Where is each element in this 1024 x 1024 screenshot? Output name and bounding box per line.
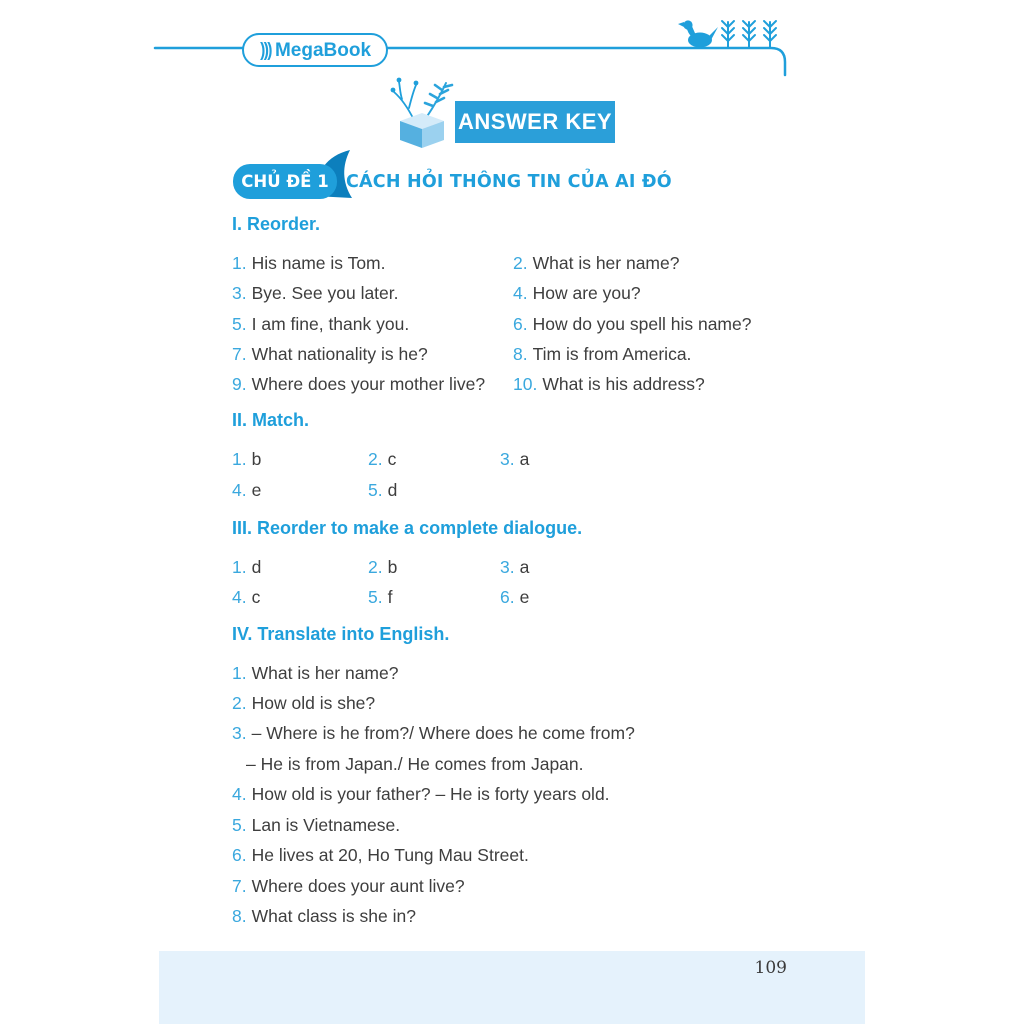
answer-item xyxy=(232,901,860,931)
answer-number: 7. xyxy=(232,343,247,364)
answer-number: 10. xyxy=(513,374,538,395)
answer-key-banner xyxy=(455,101,615,143)
answer-item xyxy=(500,444,860,474)
answer-text: Tim is from America. xyxy=(532,343,692,364)
answer-text: Bye. See you later. xyxy=(251,283,399,304)
answer-item xyxy=(513,339,860,369)
answer-item xyxy=(513,369,860,399)
answer-item xyxy=(232,810,860,840)
answer-text: a xyxy=(519,449,530,470)
answer-text: e xyxy=(251,479,262,500)
answer-text: How old is your father? – He is forty years old. xyxy=(251,784,610,805)
duck-icon xyxy=(678,20,718,48)
section-4-answers xyxy=(232,658,860,932)
section-heading: II. Match. xyxy=(232,410,310,431)
logo-marks-icon: ))) xyxy=(260,39,271,61)
answer-text: e xyxy=(519,587,530,608)
answer-number: 2. xyxy=(368,449,383,470)
answer-number: 6. xyxy=(232,845,247,866)
wheat-icons xyxy=(722,21,776,47)
answer-text: b xyxy=(387,557,398,578)
answer-number: 8. xyxy=(232,905,247,926)
answer-number: 3. xyxy=(500,557,515,578)
footer-band xyxy=(159,951,865,1024)
answer-number: 4. xyxy=(232,479,247,500)
answer-number: 9. xyxy=(232,374,247,395)
answer-item xyxy=(500,582,860,612)
answer-text: He lives at 20, Ho Tung Mau Street. xyxy=(251,845,529,866)
topic-badge-label: CHỦ ĐỀ 1 xyxy=(241,172,329,191)
answer-number: 4. xyxy=(513,283,528,304)
answer-number: 6. xyxy=(513,313,528,334)
answer-item xyxy=(232,718,860,748)
answer-item xyxy=(232,369,513,399)
answer-number: 5. xyxy=(232,313,247,334)
answer-item xyxy=(232,475,368,505)
section-heading: IV. Translate into English. xyxy=(232,623,450,644)
page-number: 109 xyxy=(754,958,787,978)
topic-badge xyxy=(233,164,337,199)
answer-number: 1. xyxy=(232,557,247,578)
answer-text: How do you spell his name? xyxy=(532,313,752,334)
answer-item xyxy=(368,444,500,474)
answer-text: – Where is he from?/ Where does he come from? xyxy=(251,723,635,744)
answer-item xyxy=(232,339,513,369)
answer-item xyxy=(513,248,860,278)
answer-number: 6. xyxy=(500,587,515,608)
answer-item xyxy=(232,840,860,870)
answer-text: d xyxy=(251,557,262,578)
answer-text: a xyxy=(519,557,530,578)
answer-text: Where does your aunt live? xyxy=(251,875,465,896)
answer-number: 8. xyxy=(513,343,528,364)
answer-number: 5. xyxy=(368,587,383,608)
answer-key-title: ANSWER KEY xyxy=(457,109,613,134)
answer-text: c xyxy=(387,449,397,470)
wheat-icon xyxy=(764,21,776,47)
answer-item xyxy=(500,552,860,582)
answer-item xyxy=(232,278,513,308)
answer-number: 2. xyxy=(232,693,247,714)
answer-item xyxy=(513,309,860,339)
answer-number: 1. xyxy=(232,662,247,683)
wheat-icon xyxy=(743,21,755,47)
answer-number: 4. xyxy=(232,587,247,608)
answer-number: 2. xyxy=(513,253,528,273)
answer-number: 3. xyxy=(500,449,515,470)
answer-continuation: – He is from Japan./ He comes from Japan. xyxy=(246,753,584,774)
answer-number: 3. xyxy=(232,723,247,744)
wheat-icon xyxy=(722,21,734,47)
answer-item xyxy=(232,444,368,474)
answer-text: How old is she? xyxy=(251,693,376,714)
answer-item xyxy=(232,248,513,278)
answer-item xyxy=(232,552,368,582)
answer-number: 4. xyxy=(232,784,247,805)
answer-number: 1. xyxy=(232,449,247,470)
section-2-answers xyxy=(232,444,860,505)
answer-text: f xyxy=(387,587,393,608)
topic-heading: CÁCH HỎI THÔNG TIN CỦA AI ĐÓ xyxy=(346,172,672,192)
answer-item xyxy=(232,582,368,612)
answer-text: How are you? xyxy=(532,283,641,304)
answer-text: b xyxy=(251,449,262,470)
answer-number: 5. xyxy=(368,479,383,500)
answer-content xyxy=(232,213,860,931)
answer-item xyxy=(232,688,860,718)
section-1-answers xyxy=(232,248,860,399)
answer-item xyxy=(232,309,513,339)
answer-item xyxy=(513,278,860,308)
answer-text: What is her name? xyxy=(251,662,399,683)
answer-text: What is her name? xyxy=(532,253,680,273)
answer-number: 5. xyxy=(232,814,247,835)
answer-number: 1. xyxy=(232,253,247,273)
answer-number: 7. xyxy=(232,875,247,896)
section-3-answers xyxy=(232,552,860,613)
answer-text: c xyxy=(251,587,261,608)
answer-text: Where does your mother live? xyxy=(251,374,486,395)
answer-item xyxy=(368,552,500,582)
answer-number: 3. xyxy=(232,283,247,304)
answer-text: Lan is Vietnamese. xyxy=(251,814,401,835)
answer-text: d xyxy=(387,479,398,500)
answer-text: I am fine, thank you. xyxy=(251,313,410,334)
answer-text: What class is she in? xyxy=(251,905,416,926)
section-heading: I. Reorder. xyxy=(232,214,321,234)
logo-text: MegaBook xyxy=(274,39,372,61)
answer-text: What is his address? xyxy=(542,374,705,395)
answer-item xyxy=(232,658,860,688)
answer-item xyxy=(232,871,860,901)
section-heading: III. Reorder to make a complete dialogue. xyxy=(232,518,583,539)
plant-box-illustration-icon xyxy=(386,70,460,148)
answer-text: His name is Tom. xyxy=(251,253,386,273)
answer-item xyxy=(368,582,500,612)
answer-text: What nationality is he? xyxy=(251,343,428,364)
answer-item xyxy=(368,475,500,505)
publisher-logo xyxy=(242,33,388,67)
answer-number: 2. xyxy=(368,557,383,578)
answer-item xyxy=(232,779,860,809)
